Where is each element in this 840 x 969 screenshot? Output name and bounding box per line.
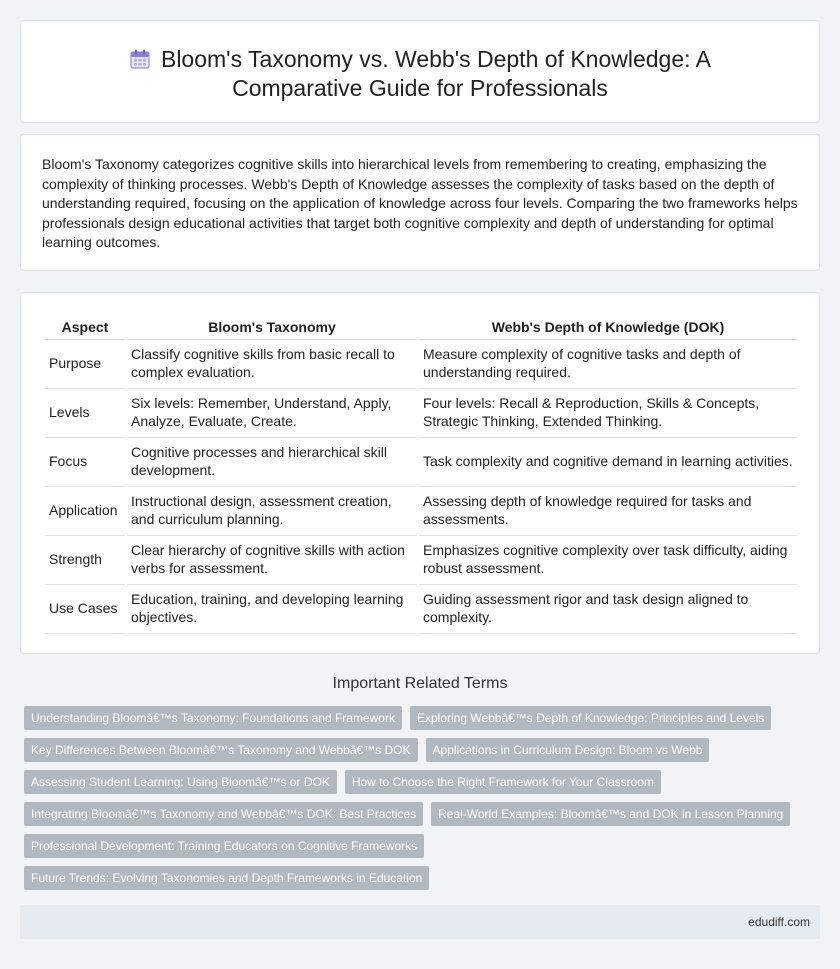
related-term-link[interactable]: Real-World Examples: Bloomâ€™s and DOK in Lesson Planning (431, 802, 790, 826)
cell-bloom: Instructional design, assessment creation, and curriculum planning. (127, 487, 417, 536)
cell-webb: Emphasizes cognitive complexity over task difficulty, aiding robust assessment. (419, 536, 797, 585)
cell-bloom: Education, training, and developing learning objectives. (127, 585, 417, 634)
page-title (21, 45, 819, 103)
cell-webb: Guiding assessment rigor and task design aligned to complexity. (419, 585, 797, 634)
related-term-link[interactable]: Key Differences Between Bloomâ€™s Taxonomy and Webbâ€™s DOK (24, 738, 418, 762)
cell-aspect: Application (45, 487, 125, 536)
cell-bloom: Six levels: Remember, Understand, Apply, Analyze, Evaluate, Create. (127, 389, 417, 438)
calendar-icon (129, 48, 151, 70)
cell-aspect: Focus (45, 438, 125, 487)
related-term-link[interactable]: Understanding Bloomâ€™s Taxonomy: Foundations and Framework (24, 706, 402, 730)
related-term-link[interactable]: Integrating Bloomâ€™s Taxonomy and Webbâ€™s DOK: Best Practices (24, 802, 423, 826)
cell-aspect: Levels (45, 389, 125, 438)
related-term-link[interactable]: Professional Development: Training Educators on Cognitive Frameworks (24, 834, 424, 858)
related-terms-title: Important Related Terms (332, 675, 508, 692)
related-term-link[interactable]: Assessing Student Learning: Using Bloomâ€™s or DOK (24, 770, 337, 794)
header-bloom: Bloom's Taxonomy (127, 317, 417, 340)
cell-webb: Assessing depth of knowledge required for tasks and assessments. (419, 487, 797, 536)
cell-bloom: Classify cognitive skills from basic recall to complex evaluation. (127, 340, 417, 389)
table-row (45, 536, 797, 585)
header-aspect: Aspect (45, 317, 125, 340)
header-webb: Webb's Depth of Knowledge (DOK) (419, 317, 797, 340)
table-row (45, 438, 797, 487)
table-row (45, 487, 797, 536)
cell-bloom: Clear hierarchy of cognitive skills with action verbs for assessment. (127, 536, 417, 585)
cell-aspect: Purpose (45, 340, 125, 389)
cell-aspect: Strength (45, 536, 125, 585)
comparison-card (20, 292, 820, 654)
cell-bloom: Cognitive processes and hierarchical skill development. (127, 438, 417, 487)
intro-card (20, 134, 820, 271)
intro-paragraph: Bloom's Taxonomy categorizes cognitive skills into hierarchical levels from remembering to creating, emphasizing the complexity of thinking processes. Webb's Depth of Knowledge assesses the complexity of tasks based on the depth of understanding required, focusing on the application of knowledge across four levels. Comparing the two frameworks helps professionals design educational activities that target both cognitive complexity and depth of understanding for optimal learning outcomes. (42, 156, 798, 251)
cell-webb: Four levels: Recall & Reproduction, Skills & Concepts, Strategic Thinking, Extended Thinking. (419, 389, 797, 438)
table-row (45, 585, 797, 634)
footer (20, 905, 820, 939)
footer-site-link[interactable]: edudiff.com (748, 915, 810, 929)
related-term-link[interactable]: Exploring Webbâ€™s Depth of Knowledge: Principles and Levels (410, 706, 771, 730)
related-terms-list (24, 706, 804, 898)
comparison-table (43, 317, 799, 634)
table-row (45, 340, 797, 389)
table-row (45, 389, 797, 438)
table-header-row (45, 317, 797, 340)
cell-aspect: Use Cases (45, 585, 125, 634)
cell-webb: Task complexity and cognitive demand in learning activities. (419, 438, 797, 487)
related-term-link[interactable]: Future Trends: Evolving Taxonomies and Depth Frameworks in Education (24, 866, 429, 890)
title-card (20, 20, 820, 123)
title-line-1: Bloom's Taxonomy vs. Webb's Depth of Knowledge: A (160, 46, 711, 72)
related-term-link[interactable]: Applications in Curriculum Design: Bloom vs Webb (426, 738, 710, 762)
cell-webb: Measure complexity of cognitive tasks and depth of understanding required. (419, 340, 797, 389)
related-term-link[interactable]: How to Choose the Right Framework for Your Classroom (345, 770, 661, 794)
title-line-2: Comparative Guide for Professionals (232, 75, 608, 101)
